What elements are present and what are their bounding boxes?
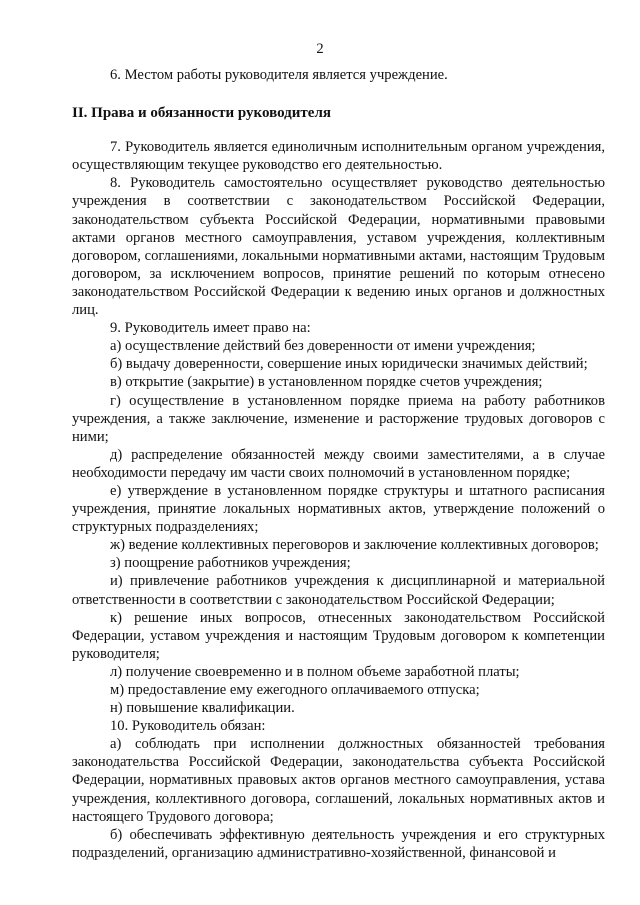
page-number: 2 — [316, 41, 324, 57]
right-item-l: л) получение своевременно и в полном объеме заработной платы; — [110, 663, 520, 680]
right-item-g: г) осуществление в установленном порядке приема на работу работников учреждения, а также заключение, изменение и расторжение трудовых договоров с ними; — [72, 392, 605, 445]
paragraph-8: 8. Руководитель самостоятельно осуществляет руководство деятельностью учреждения в соответствии с законодательством Российской Федерации, законодательством субъекта Российской Федерации, нормативными правовыми актами органов местного самоуправления, уставом учреждения, коллективным договором, соглашениями, локальными нормативными актами, настоящим Трудовым договором, за исключением вопросов, принятие решений по которым отнесено законодательством Российской Федерации к ведению иных органов и должностных лиц. — [72, 175, 605, 319]
section-heading: II. Права и обязанности руководителя — [72, 105, 331, 122]
right-item-i: и) привлечение работников учреждения к дисциплинарной и материальной ответственности в соответствии с законодательством Российской Федерации; — [72, 573, 605, 608]
paragraph-6: 6. Местом работы руководителя является учреждение. — [110, 67, 448, 83]
duty-item-a: а) соблюдать при исполнении должностных обязанностей требования законодательства Российской Федерации, законодательства субъекта Российской Федерации, нормативных правовых актов органов местного самоуправления, устава учреждения, коллективного договора, соглашений, локальных нормативных актов и настоящего Трудового договора; — [72, 736, 605, 825]
right-item-d: д) распределение обязанностей между своими заместителями, а в случае необходимости передачу им части своих полномочий в установленном порядке; — [72, 446, 605, 481]
right-item-m: м) предоставление ему ежегодного оплачиваемого отпуска; — [110, 682, 480, 698]
right-item-k: к) решение иных вопросов, отнесенных законодательством Российской Федерации, уставом учреждения и настоящим Трудовым договором к компетенции руководителя; — [72, 609, 605, 662]
right-item-a: а) осуществление действий без доверенности от имени учреждения; — [110, 338, 536, 355]
paragraph-9: 9. Руководитель имеет право на: — [110, 320, 311, 337]
right-item-n: н) повышение квалификации. — [110, 700, 295, 717]
right-item-zh: ж) ведение коллективных переговоров и заключение коллективных договоров; — [110, 537, 599, 554]
right-item-e: е) утверждение в установленном порядке структуры и штатного расписания учреждения, принятие локальных нормативных актов, утверждение положений о структурных подразделениях; — [72, 482, 605, 536]
document-body — [72, 66, 605, 862]
right-item-z: з) поощрение работников учреждения; — [110, 555, 351, 572]
right-item-v: в) открытие (закрытие) в установленном порядке счетов учреждения; — [110, 374, 543, 391]
paragraph-10: 10. Руководитель обязан: — [110, 718, 266, 735]
paragraph-7: 7. Руководитель является единоличным исполнительным органом учреждения, осуществляющим текущее руководство его деятельностью. — [72, 139, 605, 174]
duty-item-b: б) обеспечивать эффективную деятельность учреждения и его структурных подразделений, организацию административно-хозяйственной, финансовой и — [72, 826, 605, 861]
right-item-b: б) выдачу доверенности, совершение иных юридически значимых действий; — [110, 356, 588, 373]
